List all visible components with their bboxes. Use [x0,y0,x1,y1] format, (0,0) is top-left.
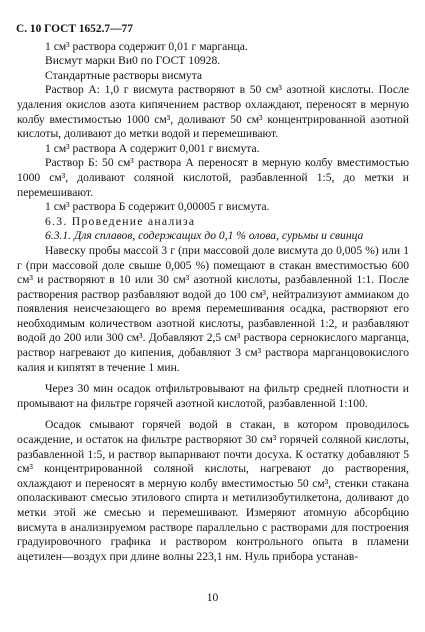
measurement-paragraph: Осадок смывают горячей водой в стакан, в котором проводилось осаждение, и остаток на фильтре растворяют 30 см³ горячей соляной кислоты, разбавленной 1:5, и раствор выпаривают почти досуха. К остатку добавляют 5 см³ концентрированной соляной кислоты, нагревают до растворения, охлаждают и переносят в мерную колбу вместимостью 50 см³, стенки стакана ополаскивают смесью этилового спирта и метилизобутилкетона, доливают до метки этой же смесью и перемешивают. Измеряют атомную абсорбцию висмута в анализируемом растворе параллельно с растворами для построения градуировочного графика и раствором контрольного опыта в пламени ацетилен—воздух при длине волны 223,1 нм. Нуль прибора устанав- [17,418,409,563]
filtration-paragraph: Через 30 мин осадок отфильтровывают на фильтр средней плотности и промывают на фильтре горячей азотной кислотой, разбавленной 1:100. [17,382,409,410]
subsection-heading-alloys: 6.3.1. Для сплавов, содержащих до 0,1 % олова, сурьмы и свинца [45,229,364,243]
sample-procedure-paragraph: Навеску пробы массой 3 г (при массовой доле висмута до 0,005 %) или 1 г (при массовой доле свыше 0,005 %) помещают в стакан вместимостью 600 см³ и растворяют в 10 или 30 см³ азотной кислоты, разбавленной 1:1. После растворения раствор разбавляют водой до 100 см³, нейтрализуют аммиаком до появления неисчезающего во время перемешивания осадка, растворяют его необходимым количеством азотной кислоты, разбавленной 1:2, и разбавляют водой до 200 или 300 см³. Добавляют 2,5 см³ раствора сернокислого марганца, раствор нагревают до кипения, добавляют 3 см³ раствора марганцовокислого калия и кипятят в течение 1 мин. [17,243,409,374]
solution-b-paragraph: Раствор Б: 50 см³ раствора А переносят в мерную колбу вместимостью 1000 см³, доливают соляной кислотой, разбавленной 1:5, до метки и перемешивают. [17,156,409,199]
page-header: С. 10 ГОСТ 1652.7—77 [16,23,133,35]
page-number: 10 [206,592,219,604]
solution-b-content-line: 1 см³ раствора Б содержит 0,00005 г висмута. [45,200,270,214]
standard-solutions-heading: Стандартные растворы висмута [45,68,203,82]
bismuth-grade-line: Висмут марки Ви0 по ГОСТ 10928. [45,54,221,68]
manganese-content-line: 1 см³ раствора содержит 0,01 г марганца. [45,39,248,53]
solution-a-content-line: 1 см³ раствора А содержит 0,001 г висмута. [45,141,260,155]
solution-a-paragraph: Раствор А: 1,0 г висмута растворяют в 50 см³ азотной кислоты. После удаления окислов азота кипячением раствор охлаждают, переносят в мерную колбу вместимостью 1000 см³, доливают 50 см³ концентрированной азотной кислоты, доливают до метки водой и перемешивают. [17,83,409,141]
section-heading-analysis: 6.3. Проведение анализа [45,214,196,228]
